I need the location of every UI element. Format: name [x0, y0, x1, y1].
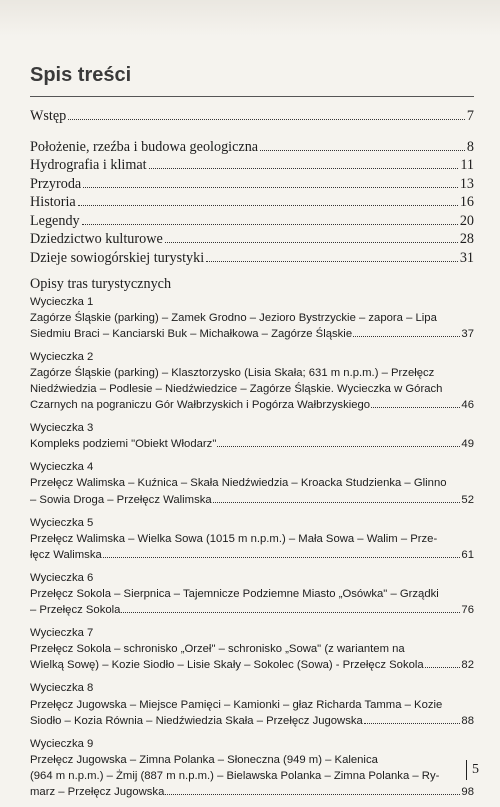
title-rule [30, 96, 474, 97]
trip-route-line: Przełęcz Jugowska – Zimna Polanka – Słoneczna (949 m) – Kalenica [30, 753, 378, 766]
trip-route-line: Przełęcz Jugowska – Miejsce Pamięci – Kamionki – głaz Richarda Tamma – Kozie [30, 698, 443, 711]
trip-entry[interactable] [30, 625, 474, 673]
toc-entry-page: 31 [459, 249, 474, 266]
trip-route-line: Czarnych na pograniczu Gór Wałbrzyskich i Pogórza Wałbrzyskiego [30, 399, 371, 412]
trip-route-line: Siedmiu Braci – Kanciarski Buk – Michałkowa – Zagórze Śląskie [30, 327, 353, 340]
trip-route-line: Kompleks podziemi "Obiekt Włodarz" [30, 438, 217, 451]
dot-leader [165, 794, 460, 795]
trip-page: 49 [461, 438, 474, 451]
trip-route-line: – Przełęcz Sokola [30, 604, 121, 617]
dot-leader [83, 187, 458, 188]
trip-route-line: marz – Przełęcz Jugowska [30, 786, 165, 799]
trip-title: Wycieczka 2 [30, 350, 94, 363]
dot-leader [217, 446, 460, 447]
trip-route-line: Przełęcz Walimska – Kuźnica – Skała Niedźwiedzia – Kroacka Studzienka – Glinno [30, 477, 447, 490]
dot-leader [68, 119, 465, 120]
trip-list [30, 294, 474, 801]
toc-entry[interactable] [30, 156, 474, 175]
dot-leader [425, 667, 461, 668]
toc-entry[interactable] [30, 230, 474, 249]
trip-entry[interactable] [30, 420, 474, 452]
trip-route-line: (964 m n.p.m.) – Żmij (887 m n.p.m.) – Bielawska Polanka – Zimna Polanka – Ry- [30, 769, 440, 782]
toc-entry-page: 20 [459, 212, 474, 229]
trip-page: 82 [461, 659, 474, 672]
dot-leader [260, 150, 465, 151]
toc-entries [30, 107, 474, 267]
toc-entry[interactable] [30, 212, 474, 231]
trip-route-line: – Sowia Droga – Przełęcz Walimska [30, 493, 212, 506]
toc-entry-page: 8 [466, 138, 474, 155]
trip-route-line: Zagórze Śląskie (parking) – Klasztorzysko (Lisia Skała; 631 m n.p.m.) – Przełęcz [30, 366, 435, 379]
toc-entry-page: 16 [459, 194, 474, 210]
trip-route-line: Przełęcz Walimska – Wielka Sowa (1015 m n.p.m.) – Mała Sowa – Walim – Prze- [30, 532, 438, 545]
dot-leader [364, 723, 461, 724]
toc-entry[interactable] [30, 175, 474, 194]
toc-entry-label: Dziedzictwo kulturowe [30, 231, 163, 247]
trip-route-line: Zagórze Śląskie (parking) – Zamek Grodno – Jezioro Bystrzyckie – zapora – Lipa [30, 311, 437, 324]
table-of-contents [30, 64, 474, 807]
trip-page: 52 [461, 493, 474, 506]
toc-title: Spis treści [30, 64, 132, 86]
trip-entry[interactable] [30, 349, 474, 413]
section-heading: Opisy tras turystycznych [30, 276, 172, 292]
toc-entry[interactable] [30, 249, 474, 268]
trip-entry[interactable] [30, 515, 474, 563]
dot-leader [121, 612, 460, 613]
toc-entry-page: 7 [466, 108, 474, 124]
toc-entry-label: Legendy [30, 212, 80, 229]
toc-entry-label: Położenie, rzeźba i budowa geologiczna [30, 138, 259, 155]
page-top-edge [0, 0, 500, 36]
trip-route-line: Niedźwiedzia – Podlesie – Niedźwiedzice – Zagórze Śląskie. Wycieczka w Górach [30, 382, 443, 395]
trip-title: Wycieczka 9 [30, 737, 94, 750]
trip-title: Wycieczka 7 [30, 627, 94, 640]
toc-entry[interactable] [30, 138, 474, 157]
toc-entry-page: 28 [459, 231, 474, 247]
trip-page: 88 [461, 714, 474, 727]
toc-entry[interactable] [30, 193, 474, 212]
trip-title: Wycieczka 4 [30, 461, 94, 474]
dot-leader [213, 502, 461, 503]
trip-page: 76 [461, 604, 474, 617]
toc-entry-label: Przyroda [30, 175, 82, 192]
trip-route-line: Przełęcz Sokola – Sierpnica – Tajemnicze Podziemne Miasto „Osówka" – Grządki [30, 588, 439, 600]
trip-route-line: Wielką Sowę) – Kozie Siodło – Lisie Skały – Sokolec (Sowa) - Przełęcz Sokola [30, 659, 424, 672]
dot-leader [353, 336, 460, 337]
trip-title: Wycieczka 8 [30, 682, 94, 695]
trip-title: Wycieczka 6 [30, 571, 94, 584]
trip-page: 61 [461, 548, 474, 561]
trip-entry[interactable] [30, 294, 474, 342]
trip-page: 98 [461, 786, 474, 799]
page-number: 5 [466, 760, 479, 780]
toc-entry-page: 11 [460, 157, 474, 173]
trip-entry[interactable] [30, 570, 474, 618]
trip-route-line: Przełęcz Sokola – schronisko „Orzeł" – schronisko „Sowa" (z wariantem na [30, 643, 405, 656]
trip-page: 37 [461, 327, 474, 340]
trip-title: Wycieczka 5 [30, 516, 94, 529]
toc-entry-page: 13 [459, 175, 474, 192]
toc-entry-label: Wstęp [30, 108, 67, 124]
trip-route-line: łęcz Walimska [30, 548, 102, 561]
trip-entry[interactable] [30, 736, 474, 800]
dot-leader [371, 407, 460, 408]
trip-page: 46 [461, 399, 474, 412]
dot-leader [165, 242, 458, 243]
toc-entry-label: Dzieje sowiogórskiej turystyki [30, 249, 205, 266]
toc-entry-label: Historia [30, 194, 76, 210]
dot-leader [149, 168, 459, 169]
dot-leader [103, 557, 461, 558]
trip-route-line: Siodło – Kozia Równia – Niedźwiedzia Skała – Przełęcz Jugowska [30, 714, 363, 727]
trip-title: Wycieczka 3 [30, 422, 94, 435]
dot-leader [206, 261, 458, 262]
dot-leader [78, 205, 458, 206]
toc-entry[interactable] [30, 107, 474, 126]
trip-title: Wycieczka 1 [30, 295, 94, 308]
dot-leader [82, 224, 458, 225]
trip-entry[interactable] [30, 680, 474, 728]
toc-entry-label: Hydrografia i klimat [30, 157, 147, 173]
trip-entry[interactable] [30, 459, 474, 507]
